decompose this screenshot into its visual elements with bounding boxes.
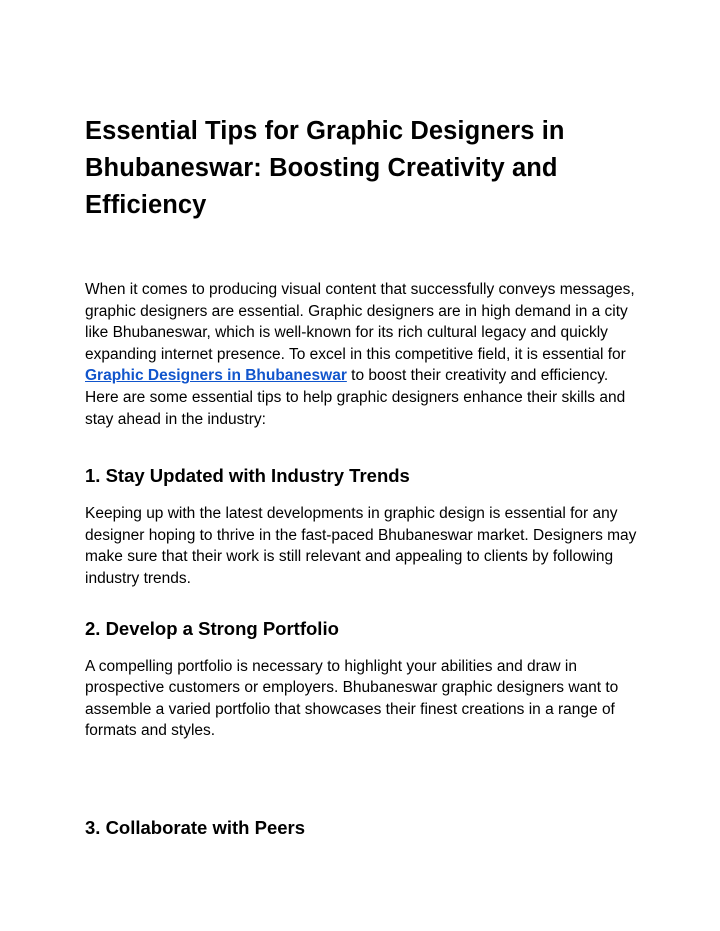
section-heading-portfolio: 2. Develop a Strong Portfolio bbox=[85, 617, 339, 639]
intro-paragraph bbox=[85, 279, 640, 430]
document-title: Essential Tips for Graphic Designers in Bhubaneswar: Boosting Creativity and Efficiency bbox=[85, 117, 565, 219]
section-heading-collaborate: 3. Collaborate with Peers bbox=[85, 816, 306, 838]
intro-text-after-link: to boost their creativity and efficiency. Here are some essential tips to help graphic designers enhance their skills and stay ahead in the industry: bbox=[85, 367, 626, 428]
graphic-designers-link[interactable]: Graphic Designers in Bhubaneswar bbox=[85, 367, 347, 385]
intro-text-before-link: When it comes to producing visual content that successfully conveys messages, graphic designers are essential. Graphic designers are in high demand in a city like Bhubaneswar, which is well-known for its rich cultural legacy and quickly expanding internet presence. To excel in this competitive field, it is essential for bbox=[85, 281, 635, 363]
section-body-industry-trends: Keeping up with the latest developments in graphic design is essential for any designer hoping to thrive in the fast-paced Bhubaneswar market. Designers may make sure that their work is still relevant and appealing to clients by following industry trends. bbox=[85, 505, 637, 587]
section-body-portfolio: A compelling portfolio is necessary to highlight your abilities and draw in prospective customers or employers. Bhubaneswar graphic designers want to assemble a varied portfolio that showcases their finest creations in a range of formats and styles. bbox=[85, 657, 619, 740]
document-page bbox=[85, 113, 645, 841]
section-heading-industry-trends: 1. Stay Updated with Industry Trends bbox=[85, 465, 410, 487]
